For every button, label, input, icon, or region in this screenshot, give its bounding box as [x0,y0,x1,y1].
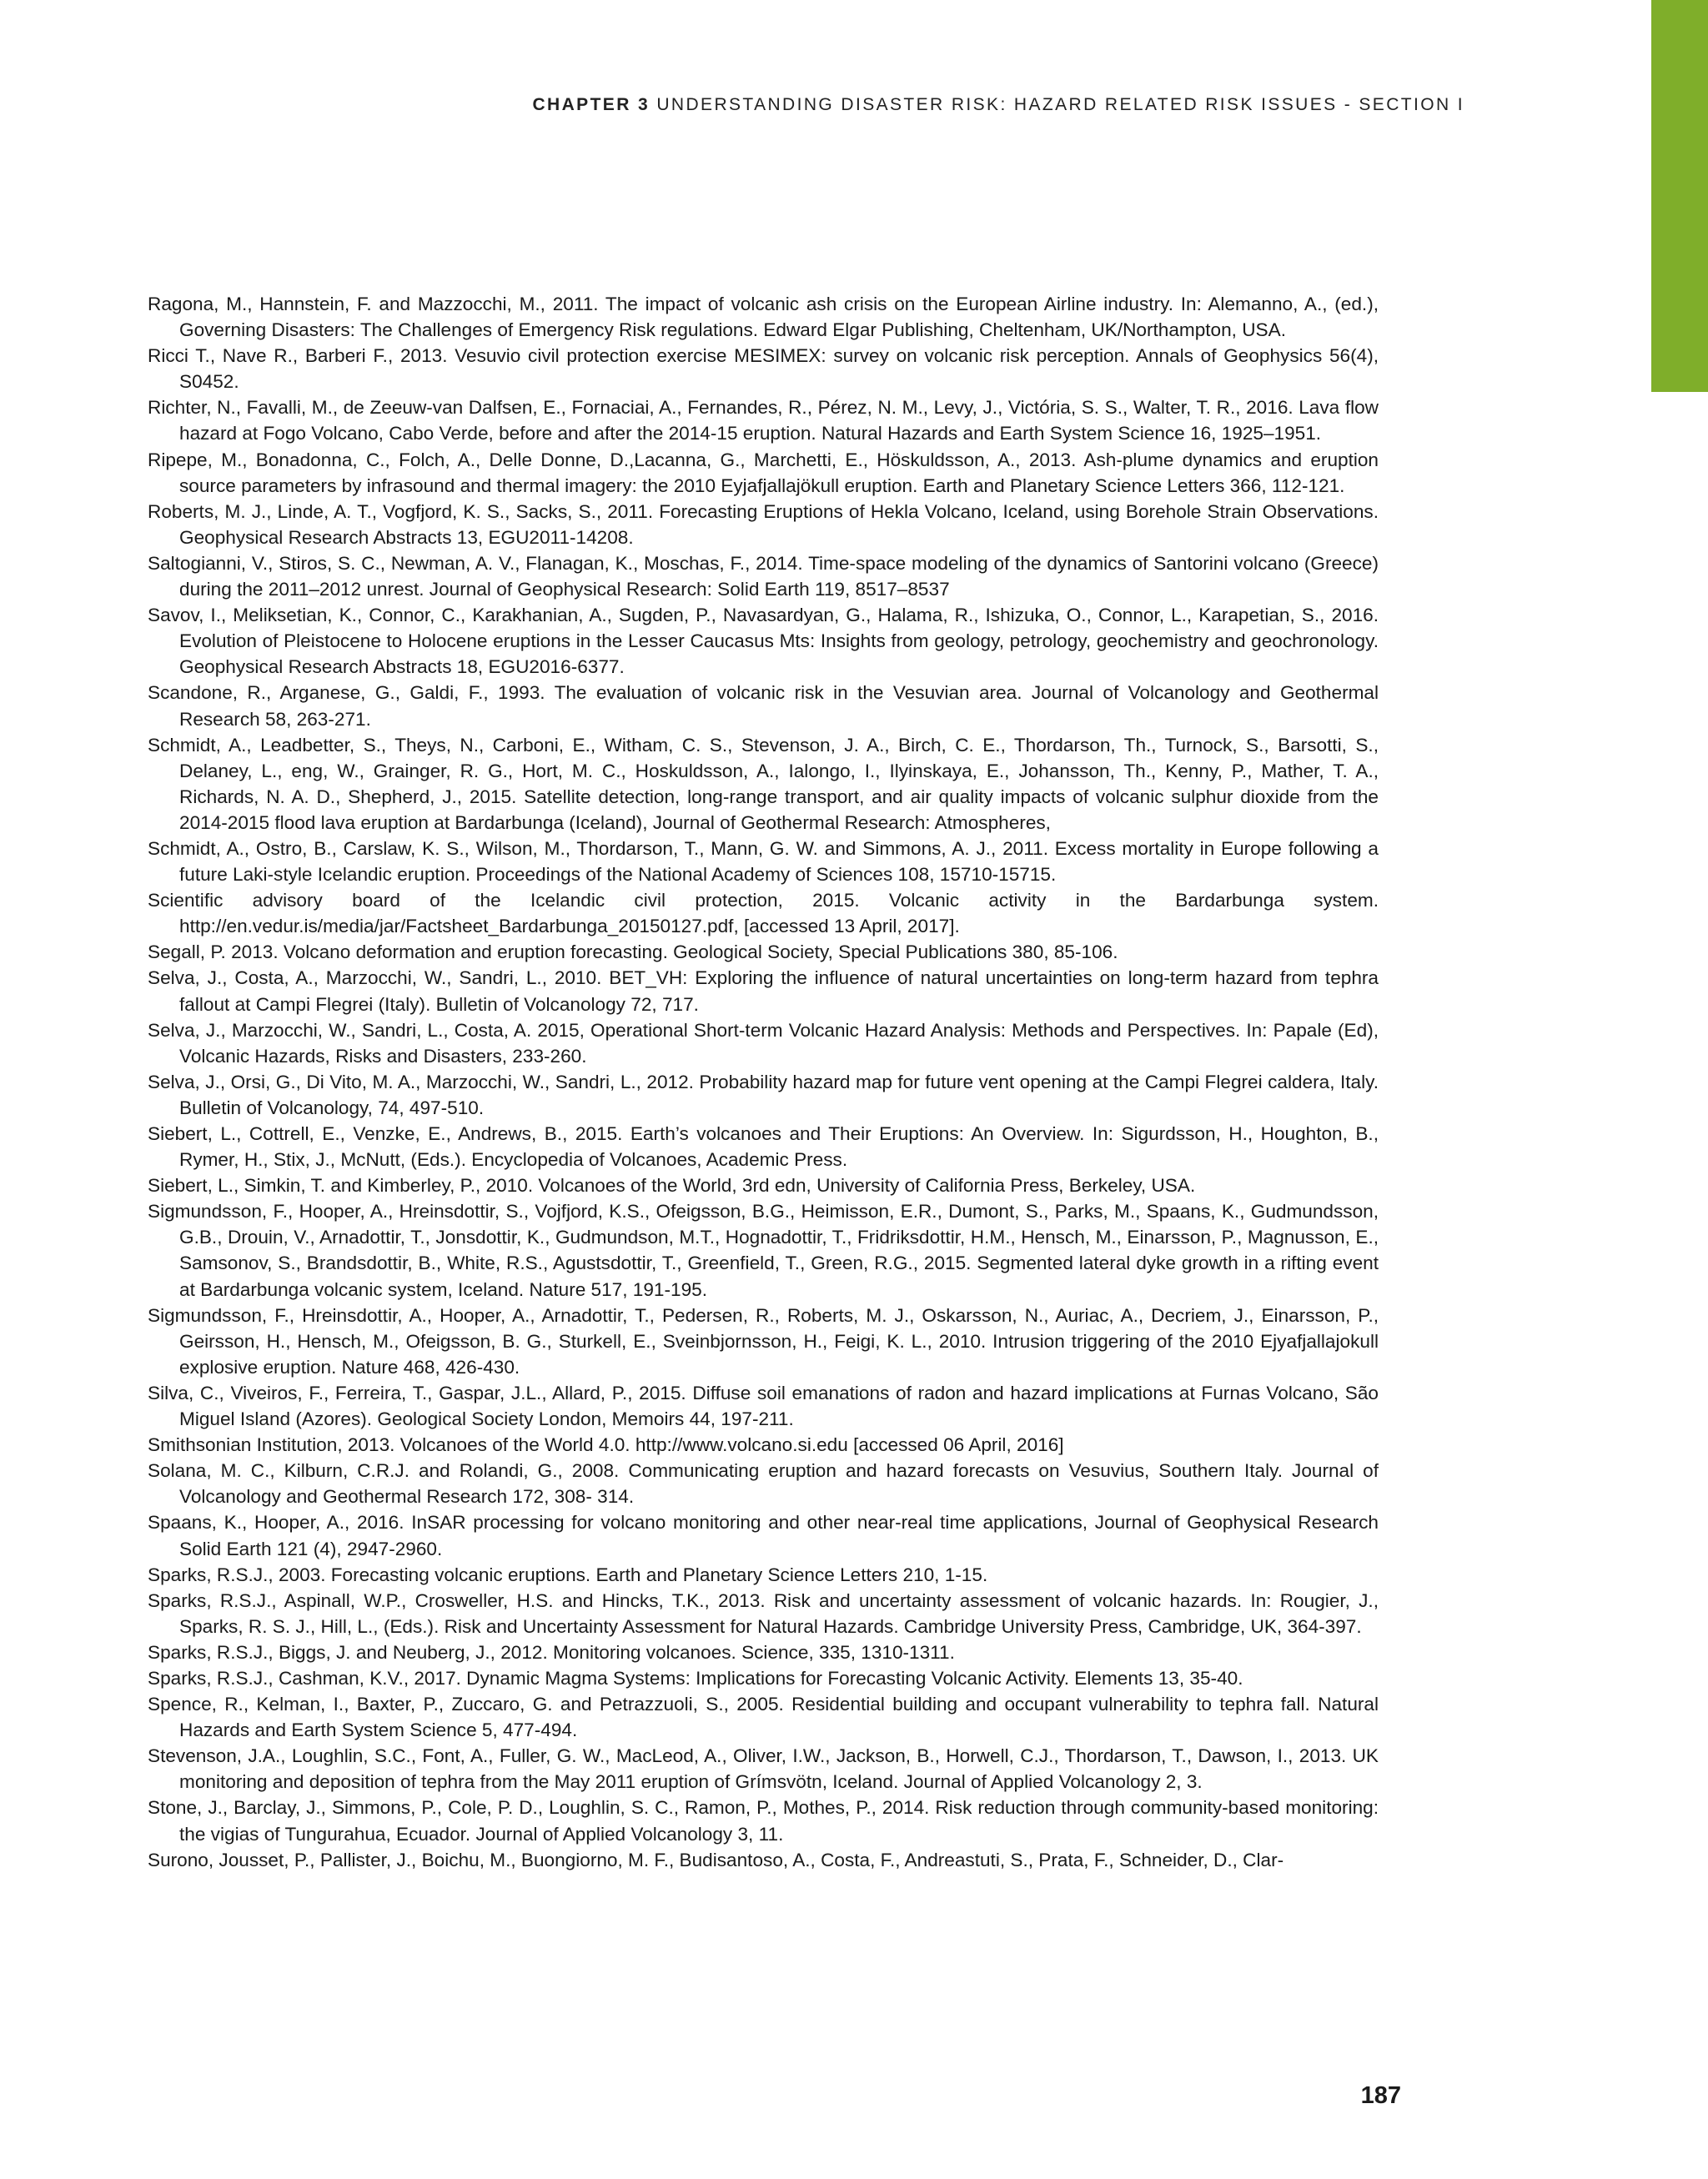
reference-entry: Siebert, L., Simkin, T. and Kimberley, P., 2010. Volcanoes of the World, 3rd edn, University of California Press, Berkeley, USA. [148,1175,1196,1197]
reference-entry: Sparks, R.S.J., Cashman, K.V., 2017. Dynamic Magma Systems: Implications for Forecasting Volcanic Activity. Elements 13, 35-40. [148,1667,1243,1689]
reference-entry: Sparks, R.S.J., Biggs, J. and Neuberg, J., 2012. Monitoring volcanoes. Science, 335, 1310-1311. [148,1641,955,1663]
reference-entry: Selva, J., Marzocchi, W., Sandri, L., Costa, A. 2015, Operational Short-term Volcanic Hazard Analysis: Methods and Perspectives. In: Papale (Ed), Volcanic Hazards, Risks and Disasters, 233-260. [148,1019,1379,1067]
reference-entry: Surono, Jousset, P., Pallister, J., Boichu, M., Buongiorno, M. F., Budisantoso, A., Costa, F., Andreastuti, S., Prata, F., Schneider, D., Clar- [148,1849,1284,1870]
reference-entry: Silva, C., Viveiros, F., Ferreira, T., Gaspar, J.L., Allard, P., 2015. Diffuse soil emanations of radon and hazard implications at Furnas Volcano, São Miguel Island (Azores). Geological Society London, Memoirs 44, 197-211. [148,1382,1379,1430]
reference-entry: Stevenson, J.A., Loughlin, S.C., Font, A., Fuller, G. W., MacLeod, A., Oliver, I.W., Jackson, B., Horwell, C.J., Thordarson, T., Dawson, I., 2013. UK monitoring and deposition of tephra from the May 2011 eruption of Grímsvötn, Iceland. Journal of Applied Volcanology 2, 3. [148,1745,1379,1793]
reference-entry: Segall, P. 2013. Volcano deformation and eruption forecasting. Geological Society, Special Publications 380, 85-106. [148,941,1118,963]
reference-entry: Scandone, R., Arganese, G., Galdi, F., 1993. The evaluation of volcanic risk in the Vesuvian area. Journal of Volcanology and Geothermal Research 58, 263-271. [148,682,1379,730]
reference-entry: Ripepe, M., Bonadonna, C., Folch, A., Delle Donne, D.,Lacanna, G., Marchetti, E., Höskuldsson, A., 2013. Ash-plume dynamics and eruption source parameters by infrasound and thermal imagery: the 2010 Eyjafjallajökull eruption. Earth and Planetary Science Letters 366, 112-121. [148,449,1379,496]
reference-entry: Schmidt, A., Leadbetter, S., Theys, N., Carboni, E., Witham, C. S., Stevenson, J. A., Birch, C. E., Thordarson, Th., Turnock, S., Barsotti, S., Delaney, L., eng, W., Grainger, R. G., Hort, M. C., Hoskuldsson, A., Ialongo, I., Ilyinskaya, E., Johansson, Th., Kenny, P., Mather, T. A., Richards, N. A. D., Shepherd, J., 2015. Satellite detection, long-range transport, and air quality impacts of volcanic sulphur dioxide from the 2014-2015 flood lava eruption at Bardarbunga (Iceland), Journal of Geothermal Research: Atmospheres, [148,734,1379,833]
reference-entry: Selva, J., Costa, A., Marzocchi, W., Sandri, L., 2010. BET_VH: Exploring the influence of natural uncertainties on long-term hazard from tephra fallout at Campi Flegrei (Italy). Bulletin of Volcanology 72, 717. [148,967,1379,1015]
reference-entry: Sparks, R.S.J., Aspinall, W.P., Crosweller, H.S. and Hincks, T.K., 2013. Risk and uncertainty assessment of volcanic hazards. In: Rougier, J., Sparks, R. S. J., Hill, L., (Eds.). Risk and Uncertainty Assessment for Natural Hazards. Cambridge University Press, Cambridge, UK, 364-397. [148,1589,1379,1637]
reference-entry: Saltogianni, V., Stiros, S. C., Newman, A. V., Flanagan, K., Moschas, F., 2014. Time-space modeling of the dynamics of Santorini volcano (Greece) during the 2011–2012 unrest. Journal of Geophysical Research: Solid Earth 119, 8517–8537 [148,552,1379,600]
reference-entry: Savov, I., Meliksetian, K., Connor, C., Karakhanian, A., Sugden, P., Navasardyan, G., Halama, R., Ishizuka, O., Connor, L., Karapetian, S., 2016. Evolution of Pleistocene to Holocene eruptions in the Lesser Caucasus Mts: Insights from geology, petrology, geochemistry and geochronology. Geophysical Research Abstracts 18, EGU2016-6377. [148,605,1379,678]
chapter-color-tab [1651,0,1708,392]
chapter-label: CHAPTER 3 [532,95,651,114]
reference-entry: Richter, N., Favalli, M., de Zeeuw-van Dalfsen, E., Fornaciai, A., Fernandes, R., Pérez, N. M., Levy, J., Victória, S. S., Walter, T. R., 2016. Lava flow hazard at Fogo Volcano, Cabo Verde, before and after the 2014-15 eruption. Natural Hazards and Earth System Science 16, 1925–1951. [148,397,1379,444]
running-header [532,95,1464,115]
chapter-title: UNDERSTANDING DISASTER RISK: HAZARD RELATED RISK ISSUES - SECTION I [656,95,1464,114]
reference-entry: Siebert, L., Cottrell, E., Venzke, E., Andrews, B., 2015. Earth’s volcanoes and Their Eruptions: An Overview. In: Sigurdsson, H., Houghton, B., Rymer, H., Stix, J., McNutt, (Eds.). Encyclopedia of Volcanoes, Academic Press. [148,1123,1379,1171]
reference-entry: Selva, J., Orsi, G., Di Vito, M. A., Marzocchi, W., Sandri, L., 2012. Probability hazard map for future vent opening at the Campi Flegrei caldera, Italy. Bulletin of Volcanology, 74, 497-510. [148,1071,1379,1118]
reference-entry: Smithsonian Institution, 2013. Volcanoes of the World 4.0. http://www.volcano.si.edu [accessed 06 April, 2016] [148,1434,1064,1456]
reference-entry: Sparks, R.S.J., 2003. Forecasting volcanic eruptions. Earth and Planetary Science Letters 210, 1-15. [148,1564,988,1585]
reference-entry: Solana, M. C., Kilburn, C.R.J. and Rolandi, G., 2008. Communicating eruption and hazard forecasts on Vesuvius, Southern Italy. Journal of Volcanology and Geothermal Research 172, 308- 314. [148,1460,1379,1508]
reference-entry: Schmidt, A., Ostro, B., Carslaw, K. S., Wilson, M., Thordarson, T., Mann, G. W. and Simmons, A. J., 2011. Excess mortality in Europe following a future Laki-style Icelandic eruption. Proceedings of the National Academy of Sciences 108, 15710-15715. [148,837,1379,886]
reference-entry: Roberts, M. J., Linde, A. T., Vogfjord, K. S., Sacks, S., 2011. Forecasting Eruptions of Hekla Volcano, Iceland, using Borehole Strain Observations. Geophysical Research Abstracts 13, EGU2011-14208. [148,500,1379,548]
reference-entry: Spaans, K., Hooper, A., 2016. InSAR processing for volcano monitoring and other near-real time applications, Journal of Geophysical Research Solid Earth 121 (4), 2947-2960. [148,1512,1379,1559]
reference-entry: Sigmundsson, F., Hreinsdottir, A., Hooper, A., Arnadottir, T., Pedersen, R., Roberts, M. J., Oskarsson, N., Auriac, A., Decriem, J., Einarsson, P., Geirsson, H., Hensch, M., Ofeigsson, B. G., Sturkell, E., Sveinbjornsson, H., Feigi, K. L., 2010. Intrusion triggering of the 2010 Ejyafjallajokull explosive eruption. Nature 468, 426-430. [148,1304,1379,1378]
reference-entry: Stone, J., Barclay, J., Simmons, P., Cole, P. D., Loughlin, S. C., Ramon, P., Mothes, P., 2014. Risk reduction through community-based monitoring: the vigias of Tungurahua, Ecuador. Journal of Applied Volcanology 3, 11. [148,1797,1379,1845]
reference-entry: Scientific advisory board of the Icelandic civil protection, 2015. Volcanic activity in the Bardarbunga system. http://en.vedur.is/media/jar/Factsheet_Bardarbunga_20150127.pdf, [accessed 13 April, 2017]. [148,890,1379,937]
reference-entry: Spence, R., Kelman, I., Baxter, P., Zuccaro, G. and Petrazzuoli, S., 2005. Residential building and occupant vulnerability to tephra fall. Natural Hazards and Earth System Science 5, 477-494. [148,1694,1379,1741]
reference-entry: Sigmundsson, F., Hooper, A., Hreinsdottir, S., Vojfjord, K.S., Ofeigsson, B.G., Heimisson, E.R., Dumont, S., Parks, M., Spaans, K., Gudmundsson, G.B., Drouin, V., Arnadottir, T., Jonsdottir, K., Gudmundson, M.T., Hognadottir, T., Fridriksdottir, H.M., Hensch, M., Einarsson, P., Magnusson, E., Samsonov, S., Brandsdottir, B., White, R.S., Agustsdottir, T., Greenfield, T., Green, R.G., 2015. Segmented lateral dyke growth in a rifting event at Bardarbunga volcanic system, Iceland. Nature 517, 191-195. [148,1201,1379,1300]
reference-entry: Ragona, M., Hannstein, F. and Mazzocchi, M., 2011. The impact of volcanic ash crisis on the European Airline industry. In: Alemanno, A., (ed.), Governing Disasters: The Challenges of Emergency Risk regulations. Edward Elgar Publishing, Cheltenham, UK/Northampton, USA. [148,294,1379,341]
reference-list [148,291,1379,1873]
reference-entry: Ricci T., Nave R., Barberi F., 2013. Vesuvio civil protection exercise MESIMEX: survey on volcanic risk perception. Annals of Geophysics 56(4), S0452. [148,345,1379,393]
page-number: 187 [1360,2082,1401,2109]
